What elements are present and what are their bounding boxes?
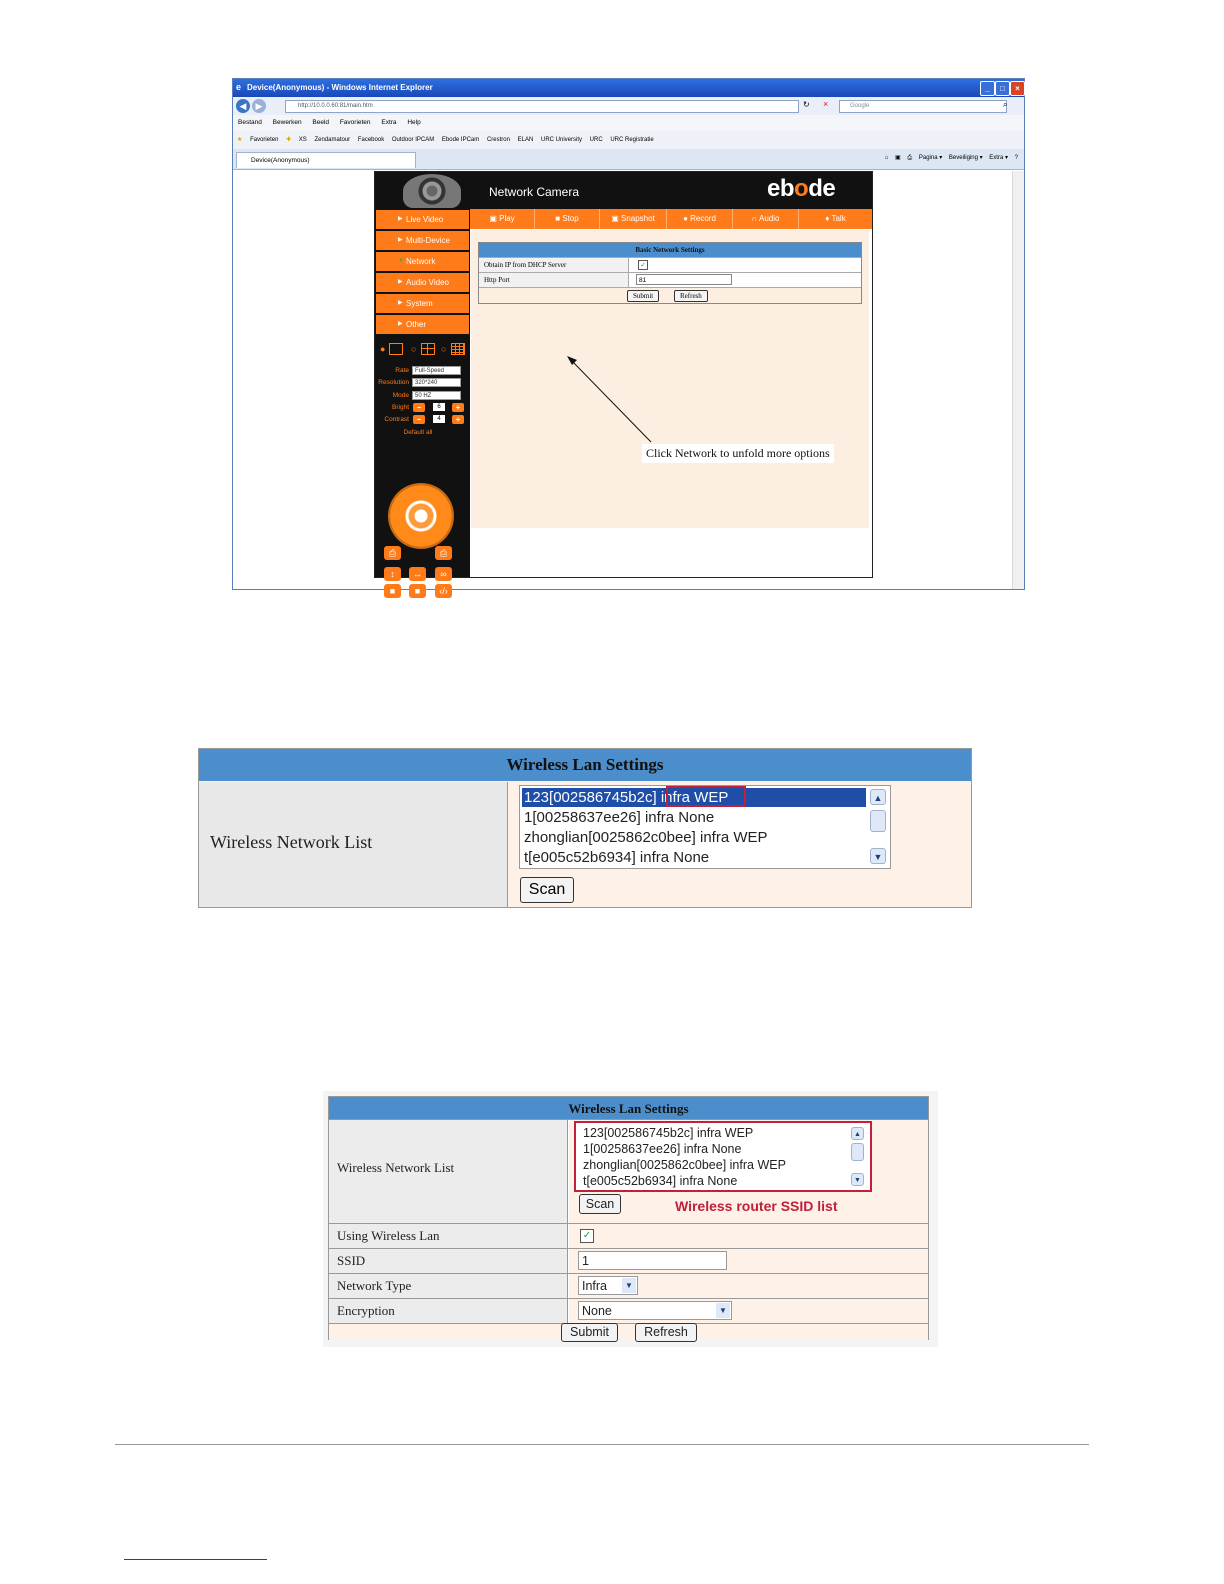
list-item[interactable]: zhonglian[0025862c0bee] infra WEP: [583, 1158, 786, 1172]
row-label: Encryption: [329, 1299, 568, 1323]
ie-icon: e: [236, 82, 242, 92]
favorite-link[interactable]: URC Registratie: [610, 137, 654, 143]
add-favorite-icon[interactable]: ✚: [286, 137, 292, 143]
record-icon: ●: [683, 214, 691, 223]
scroll-thumb[interactable]: [851, 1143, 864, 1161]
highlight-box: [666, 786, 746, 807]
row-label: Using Wireless Lan: [329, 1224, 568, 1248]
favorite-link[interactable]: Zendamatour: [314, 137, 351, 143]
brand-part: o: [794, 175, 809, 202]
table-title: Basic Network Settings: [479, 243, 861, 257]
sidebar-item-label: Live Video: [406, 215, 444, 224]
close-icon[interactable]: ×: [1010, 81, 1025, 96]
maximize-icon[interactable]: □: [995, 81, 1010, 96]
refresh-icon[interactable]: ↻: [803, 100, 810, 109]
back-icon[interactable]: ◀: [236, 99, 250, 113]
headphones-icon: ∩: [751, 214, 760, 223]
address-bar: [233, 97, 1024, 115]
list-item[interactable]: t[e005c52b6934] infra None: [583, 1174, 738, 1188]
encryption-row: [329, 1298, 928, 1323]
sidebar-item-label: System: [406, 299, 433, 308]
contrast-value: 4: [433, 415, 445, 423]
stop-label: Stop: [562, 214, 579, 223]
row-label: Wireless Network List: [329, 1120, 568, 1223]
search-icon[interactable]: ⌕: [1003, 100, 1008, 109]
row-value: [569, 1274, 928, 1298]
default-all-link[interactable]: Default all: [403, 429, 433, 436]
list-item[interactable]: 1[00258637ee26] infra None: [583, 1142, 742, 1156]
dhcp-label: Obtain IP from DHCP Server: [479, 258, 629, 272]
sidebar-item-label: Other: [406, 320, 427, 329]
microphone-icon: ♦: [825, 214, 832, 223]
camera-title: Network Camera: [489, 185, 580, 199]
resolution-select[interactable]: 320*240: [412, 378, 461, 387]
network-listbox[interactable]: [519, 785, 891, 869]
list-item[interactable]: zhonglian[0025862c0bee] infra WEP: [524, 829, 768, 846]
bright-plus-button[interactable]: +: [452, 403, 464, 412]
row-label: Network Type: [329, 1274, 568, 1298]
home-icon[interactable]: ⌂: [884, 155, 889, 161]
menu-item[interactable]: Beeld: [312, 119, 330, 126]
submit-button[interactable]: Submit: [627, 290, 659, 302]
browser-tab[interactable]: Device(Anonymous): [236, 152, 416, 168]
encryption-select[interactable]: [578, 1301, 732, 1320]
arrow-down-icon: ▼: [398, 258, 404, 264]
io-off-icon[interactable]: ■: [409, 584, 426, 598]
talk-label: Talk: [831, 214, 846, 223]
row-value: [569, 1224, 928, 1248]
sidebar-item-label: Network: [406, 257, 436, 266]
network-list-row: [329, 1119, 928, 1223]
row-value: [569, 1299, 928, 1323]
audio-label: Audio: [759, 214, 780, 223]
wireless-scan-panel: [198, 748, 972, 908]
menu-item[interactable]: Favorieten: [339, 119, 371, 126]
brand-part: eb: [767, 175, 795, 202]
sidebar-item-label: Audio Video: [406, 278, 449, 287]
bright-value: 6: [433, 403, 445, 411]
layout-1-radio[interactable]: ●: [380, 344, 386, 354]
scroll-thumb[interactable]: [870, 810, 886, 832]
ssid-text: 123[002586745b2c]: [524, 789, 657, 806]
play-icon: ▣: [489, 214, 500, 223]
record-label: Record: [690, 214, 716, 223]
favorites-button[interactable]: Favorieten: [250, 137, 279, 143]
arrow-right-icon: ▶: [398, 216, 403, 222]
footer-divider: [115, 1444, 1089, 1445]
star-icon: ★: [237, 137, 243, 143]
bright-label: Bright: [392, 404, 409, 411]
patrol-icon[interactable]: ⎙: [384, 546, 401, 560]
layout-9-radio[interactable]: ○: [441, 344, 447, 354]
tool-menu[interactable]: Beveiliging ▾: [948, 155, 983, 161]
ssid-list-caption: Wireless router SSID list: [675, 1198, 838, 1214]
network-type-row: [329, 1273, 928, 1298]
selected-value: Infra: [582, 1279, 608, 1293]
favorite-link[interactable]: Ebode IPCam: [441, 137, 480, 143]
scroll-up-icon[interactable]: ▲: [870, 789, 886, 805]
favorite-link[interactable]: ELAN: [517, 137, 534, 143]
rate-select[interactable]: Full-Speed: [412, 366, 461, 375]
dhcp-checkbox[interactable]: ✓: [638, 260, 648, 270]
bright-minus-button[interactable]: −: [413, 403, 425, 412]
chevron-down-icon: ▼: [716, 1303, 730, 1318]
contrast-label: Contrast: [384, 416, 409, 423]
table-title: Wireless Lan Settings: [329, 1097, 928, 1119]
favorite-link[interactable]: Crestron: [486, 137, 510, 143]
io-on-icon[interactable]: ■: [384, 584, 401, 598]
tab-bar: [233, 149, 1024, 170]
ssid-input[interactable]: 1: [578, 1251, 727, 1270]
minimize-icon[interactable]: _: [980, 81, 995, 96]
wireless-settings-screenshot: [323, 1091, 938, 1347]
menu-item[interactable]: Help: [407, 119, 421, 126]
favorite-link[interactable]: XS: [298, 137, 307, 143]
vertical-patrol-icon[interactable]: ↕: [384, 567, 401, 581]
snapshot-label: Snapshot: [620, 214, 655, 223]
title-bar: [233, 79, 1024, 97]
network-listbox[interactable]: [574, 1121, 872, 1192]
selected-value: None: [582, 1304, 612, 1318]
arrow-right-icon: ▶: [398, 321, 403, 327]
camera-icon: ▣: [611, 214, 621, 223]
scan-button[interactable]: Scan: [520, 877, 574, 903]
label-cell: [199, 782, 508, 907]
stop-icon: ■: [555, 214, 563, 223]
sidebar-item-label: Multi-Device: [406, 236, 451, 245]
contrast-plus-button[interactable]: +: [452, 415, 464, 424]
tool-menu[interactable]: Pagina ▾: [918, 155, 943, 161]
horizontal-patrol-icon[interactable]: ↔: [409, 567, 426, 581]
layout-4-radio[interactable]: ○: [411, 344, 417, 354]
tool-menu[interactable]: Extra ▾: [989, 155, 1008, 161]
scan-button[interactable]: Scan: [579, 1194, 621, 1214]
http-port-label: Http Port: [479, 273, 629, 287]
resolution-label: Resolution: [378, 379, 409, 386]
page-scrollbar[interactable]: [1012, 171, 1024, 589]
forward-icon[interactable]: ▶: [252, 99, 266, 113]
ssid-row: [329, 1248, 928, 1273]
command-bar: [880, 149, 1018, 167]
code-icon[interactable]: ‹/›: [435, 584, 452, 598]
menu-item[interactable]: Extra: [381, 119, 397, 126]
row-value: [569, 1120, 928, 1223]
favorite-link[interactable]: Outdoor IPCAM: [391, 137, 435, 143]
network-type-select[interactable]: [578, 1276, 638, 1295]
list-item[interactable]: 123[002586745b2c] infra WEP: [583, 1126, 754, 1140]
arrow-line: [571, 360, 651, 442]
chevron-down-icon: ▼: [622, 1278, 636, 1293]
scroll-up-icon[interactable]: ▲: [851, 1127, 864, 1140]
feeds-icon[interactable]: ▣: [895, 155, 901, 161]
http-port-input[interactable]: 81: [636, 274, 732, 285]
actions-row: [329, 1323, 928, 1340]
network-list-label: Wireless Network List: [210, 832, 373, 852]
print-icon[interactable]: ⎙: [907, 155, 913, 161]
footer-link-underline: [124, 1559, 267, 1560]
callout-text: Click Network to unfold more options: [642, 444, 834, 463]
list-item[interactable]: t[e005c52b6934] infra None: [524, 849, 710, 866]
menu-item[interactable]: Bestand: [238, 119, 262, 126]
wireless-settings-table: [328, 1096, 929, 1340]
infinite-icon[interactable]: ∞: [435, 567, 452, 581]
arrow-right-icon: ▶: [398, 279, 403, 285]
help-icon[interactable]: ?: [1014, 155, 1018, 161]
rate-label: Rate: [395, 367, 409, 374]
camera-page: [374, 171, 873, 596]
browser-window: [232, 78, 1025, 596]
menu-bar: [233, 115, 1024, 131]
security-text: infra WEP: [660, 789, 729, 806]
center-icon[interactable]: ⎙: [435, 546, 452, 560]
favorite-link[interactable]: URC: [589, 137, 603, 143]
arrow-right-icon: ▶: [398, 237, 403, 243]
callout-arrow: [375, 172, 872, 577]
favorites-bar: [233, 131, 1024, 149]
mode-label: Mode: [392, 392, 409, 399]
menu-item[interactable]: Bewerken: [272, 119, 302, 126]
refresh-button[interactable]: Refresh: [635, 1323, 697, 1342]
row-label: SSID: [329, 1249, 568, 1273]
brand-part: de: [808, 175, 836, 202]
search-input[interactable]: Google: [839, 100, 1007, 113]
row-value: [569, 1249, 928, 1273]
favorite-link[interactable]: Facebook: [357, 137, 385, 143]
list-item[interactable]: 1[00258637ee26] infra None: [524, 809, 715, 826]
contrast-minus-button[interactable]: −: [413, 415, 425, 424]
refresh-button[interactable]: Refresh: [674, 290, 708, 302]
url-input[interactable]: http://10.0.0.60:81/main.htm: [285, 100, 799, 113]
favorite-link[interactable]: URC University: [540, 137, 582, 143]
submit-button[interactable]: Submit: [561, 1323, 618, 1342]
arrow-head: [567, 356, 577, 365]
window-title: Device(Anonymous) - Windows Internet Explorer: [247, 83, 433, 92]
stop-icon[interactable]: ×: [823, 99, 829, 109]
using-wireless-checkbox[interactable]: ✓: [580, 1229, 594, 1243]
arrow-right-icon: ▶: [398, 300, 403, 306]
mode-select[interactable]: 50 HZ: [412, 391, 461, 400]
using-wireless-row: [329, 1223, 928, 1248]
scroll-down-icon[interactable]: ▼: [851, 1173, 864, 1186]
panel-title: Wireless Lan Settings: [199, 749, 971, 781]
play-label: Play: [499, 214, 515, 223]
scroll-down-icon[interactable]: ▼: [870, 848, 886, 864]
